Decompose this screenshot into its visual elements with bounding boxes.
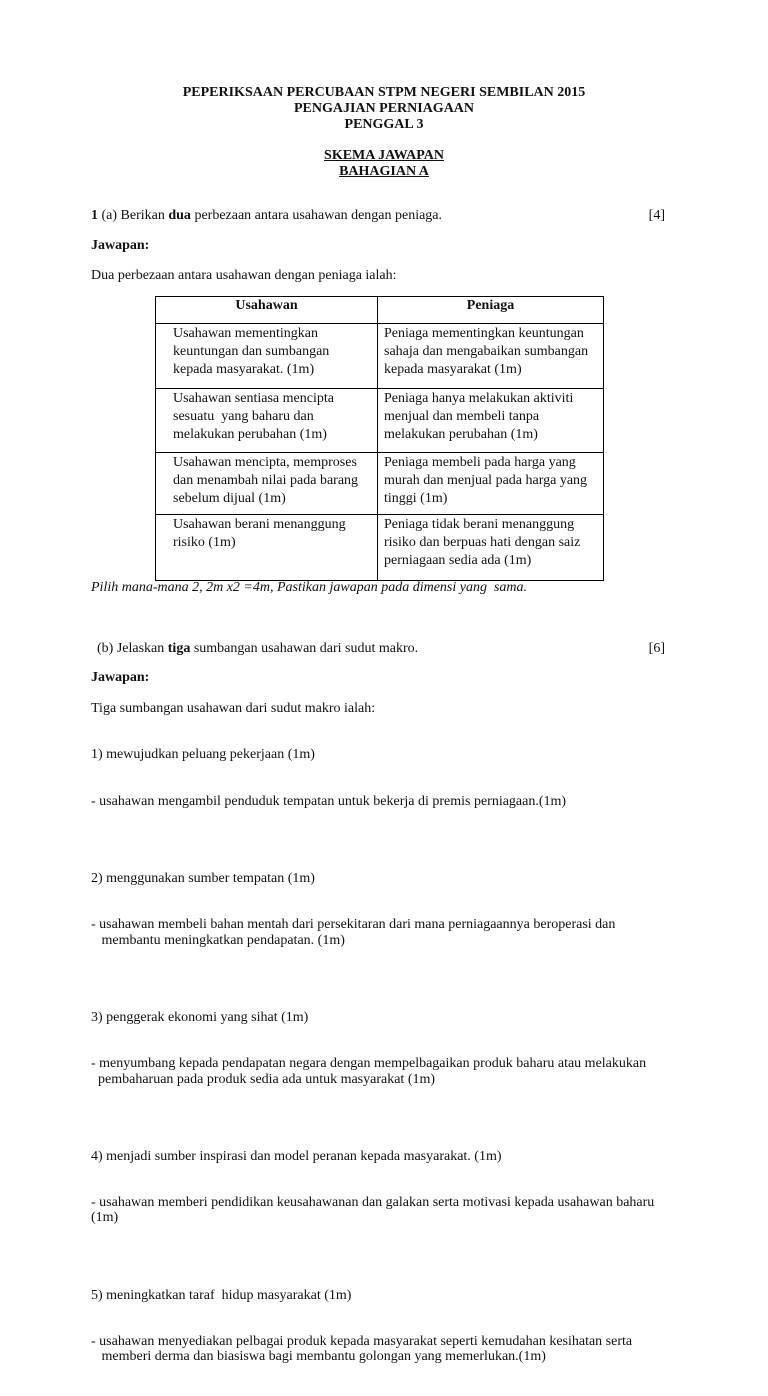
term-title: PENGGAL 3 <box>344 116 424 132</box>
answer-intro: Tiga sumbangan usahawan dari sudut makro ialah: <box>91 701 376 716</box>
marks-label: [6] <box>648 641 665 656</box>
scheme-title: SKEMA JAWAPAN <box>324 148 444 164</box>
question-number: 1 <box>91 208 98 223</box>
point-title: 1) mewujudkan peluang pekerjaan (1m) <box>91 747 315 763</box>
answer-label: Jawapan: <box>91 238 150 253</box>
question-text-suffix: perbezaan antara usahawan dengan peniaga. <box>190 208 443 223</box>
point-detail: - usahawan memberi pendidikan keusahawanan dan galakan serta motivasi kepada usahawan baharu (1m) <box>91 1195 655 1226</box>
table-cell: Usahawan mencipta, memproses dan menambah nilai pada barang sebelum dijual (1m) <box>156 453 378 515</box>
exam-title: PEPERIKSAAN PERCUBAAN STPM NEGERI SEMBILAN 2015 <box>182 85 586 100</box>
question-1b <box>97 641 418 657</box>
point-detail: - usahawan menyediakan pelbagai produk kepada masyarakat seperti kemudahan kesihatan serta memberi derma dan biasiswa bagi membantu golongan yang memerlukan.(1m) <box>91 1333 633 1365</box>
question-text-prefix: (b) Jelaskan <box>97 641 168 656</box>
answer-intro: Dua perbezaan antara usahawan dengan peniaga ialah: <box>91 268 397 283</box>
question-text-prefix: (a) Berikan <box>98 208 169 223</box>
question-emphasis: dua <box>168 208 191 223</box>
question-emphasis: tiga <box>167 641 191 656</box>
point-detail: - usahawan membeli bahan mentah dari persekitaran dari mana perniagaannya beroperasi dan membantu meningkatkan pendapatan. (1m) <box>91 917 616 948</box>
table-cell: Peniaga hanya melakukan aktiviti menjual dan membeli tanpa melakukan perubahan (1m) <box>378 389 604 453</box>
answer-point <box>91 1118 751 1257</box>
point-title: 5) meningkatkan taraf hidup masyarakat (1m) <box>91 1287 352 1303</box>
table-row <box>156 324 604 389</box>
table-header-usahawan: Usahawan <box>156 297 378 324</box>
table-row <box>156 515 604 581</box>
answer-point <box>91 979 751 1118</box>
question-1a <box>91 208 442 224</box>
subject-title: PENGAJIAN PERNIAGAAN <box>293 100 475 116</box>
table-cell: Peniaga tidak berani menanggung risiko dan berpuas hati dengan saiz perniagaan sedia ada (1m) <box>378 515 604 581</box>
question-text-suffix: sumbangan usahawan dari sudut makro. <box>190 641 419 656</box>
answer-point <box>91 1257 751 1396</box>
answer-point <box>91 716 751 840</box>
point-title: 2) menggunakan sumber tempatan (1m) <box>91 870 315 886</box>
point-title: 4) menjadi sumber inspirasi dan model peranan kepada masyarakat. (1m) <box>91 1148 502 1164</box>
answer-label: Jawapan: <box>91 670 150 685</box>
marking-note: Pilih mana-mana 2, 2m x2 =4m, Pastikan jawapan pada dimensi yang sama. <box>91 580 528 595</box>
table-row <box>156 453 604 515</box>
marks-label: [4] <box>648 208 665 223</box>
point-detail: - usahawan mengambil penduduk tempatan untuk bekerja di premis perniagaan.(1m) <box>91 793 567 809</box>
table-row <box>156 389 604 453</box>
table-cell: Peniaga membeli pada harga yang murah dan menjual pada harga yang tinggi (1m) <box>378 453 604 515</box>
section-title: BAHAGIAN A <box>339 163 429 179</box>
table-header-row <box>156 297 604 324</box>
table-header-peniaga: Peniaga <box>378 297 604 324</box>
table-cell: Peniaga mementingkan keuntungan sahaja dan mengabaikan sumbangan kepada masyarakat (1m) <box>378 324 604 389</box>
answer-list <box>91 701 751 1396</box>
table-cell: Usahawan sentiasa mencipta sesuatu yang baharu dan melakukan perubahan (1m) <box>156 389 378 453</box>
answer-point <box>91 840 751 979</box>
exam-header <box>0 85 768 180</box>
point-title: 3) penggerak ekonomi yang sihat (1m) <box>91 1009 309 1025</box>
point-detail: - menyumbang kepada pendapatan negara dengan mempelbagaikan produk baharu atau melakukan pembaharuan pada produk sedia ada untuk masyarakat (1m) <box>91 1056 647 1087</box>
table-cell: Usahawan berani menanggung risiko (1m) <box>156 515 378 581</box>
table-cell: Usahawan mementingkan keuntungan dan sumbangan kepada masyarakat. (1m) <box>156 324 378 389</box>
comparison-table <box>155 296 604 581</box>
